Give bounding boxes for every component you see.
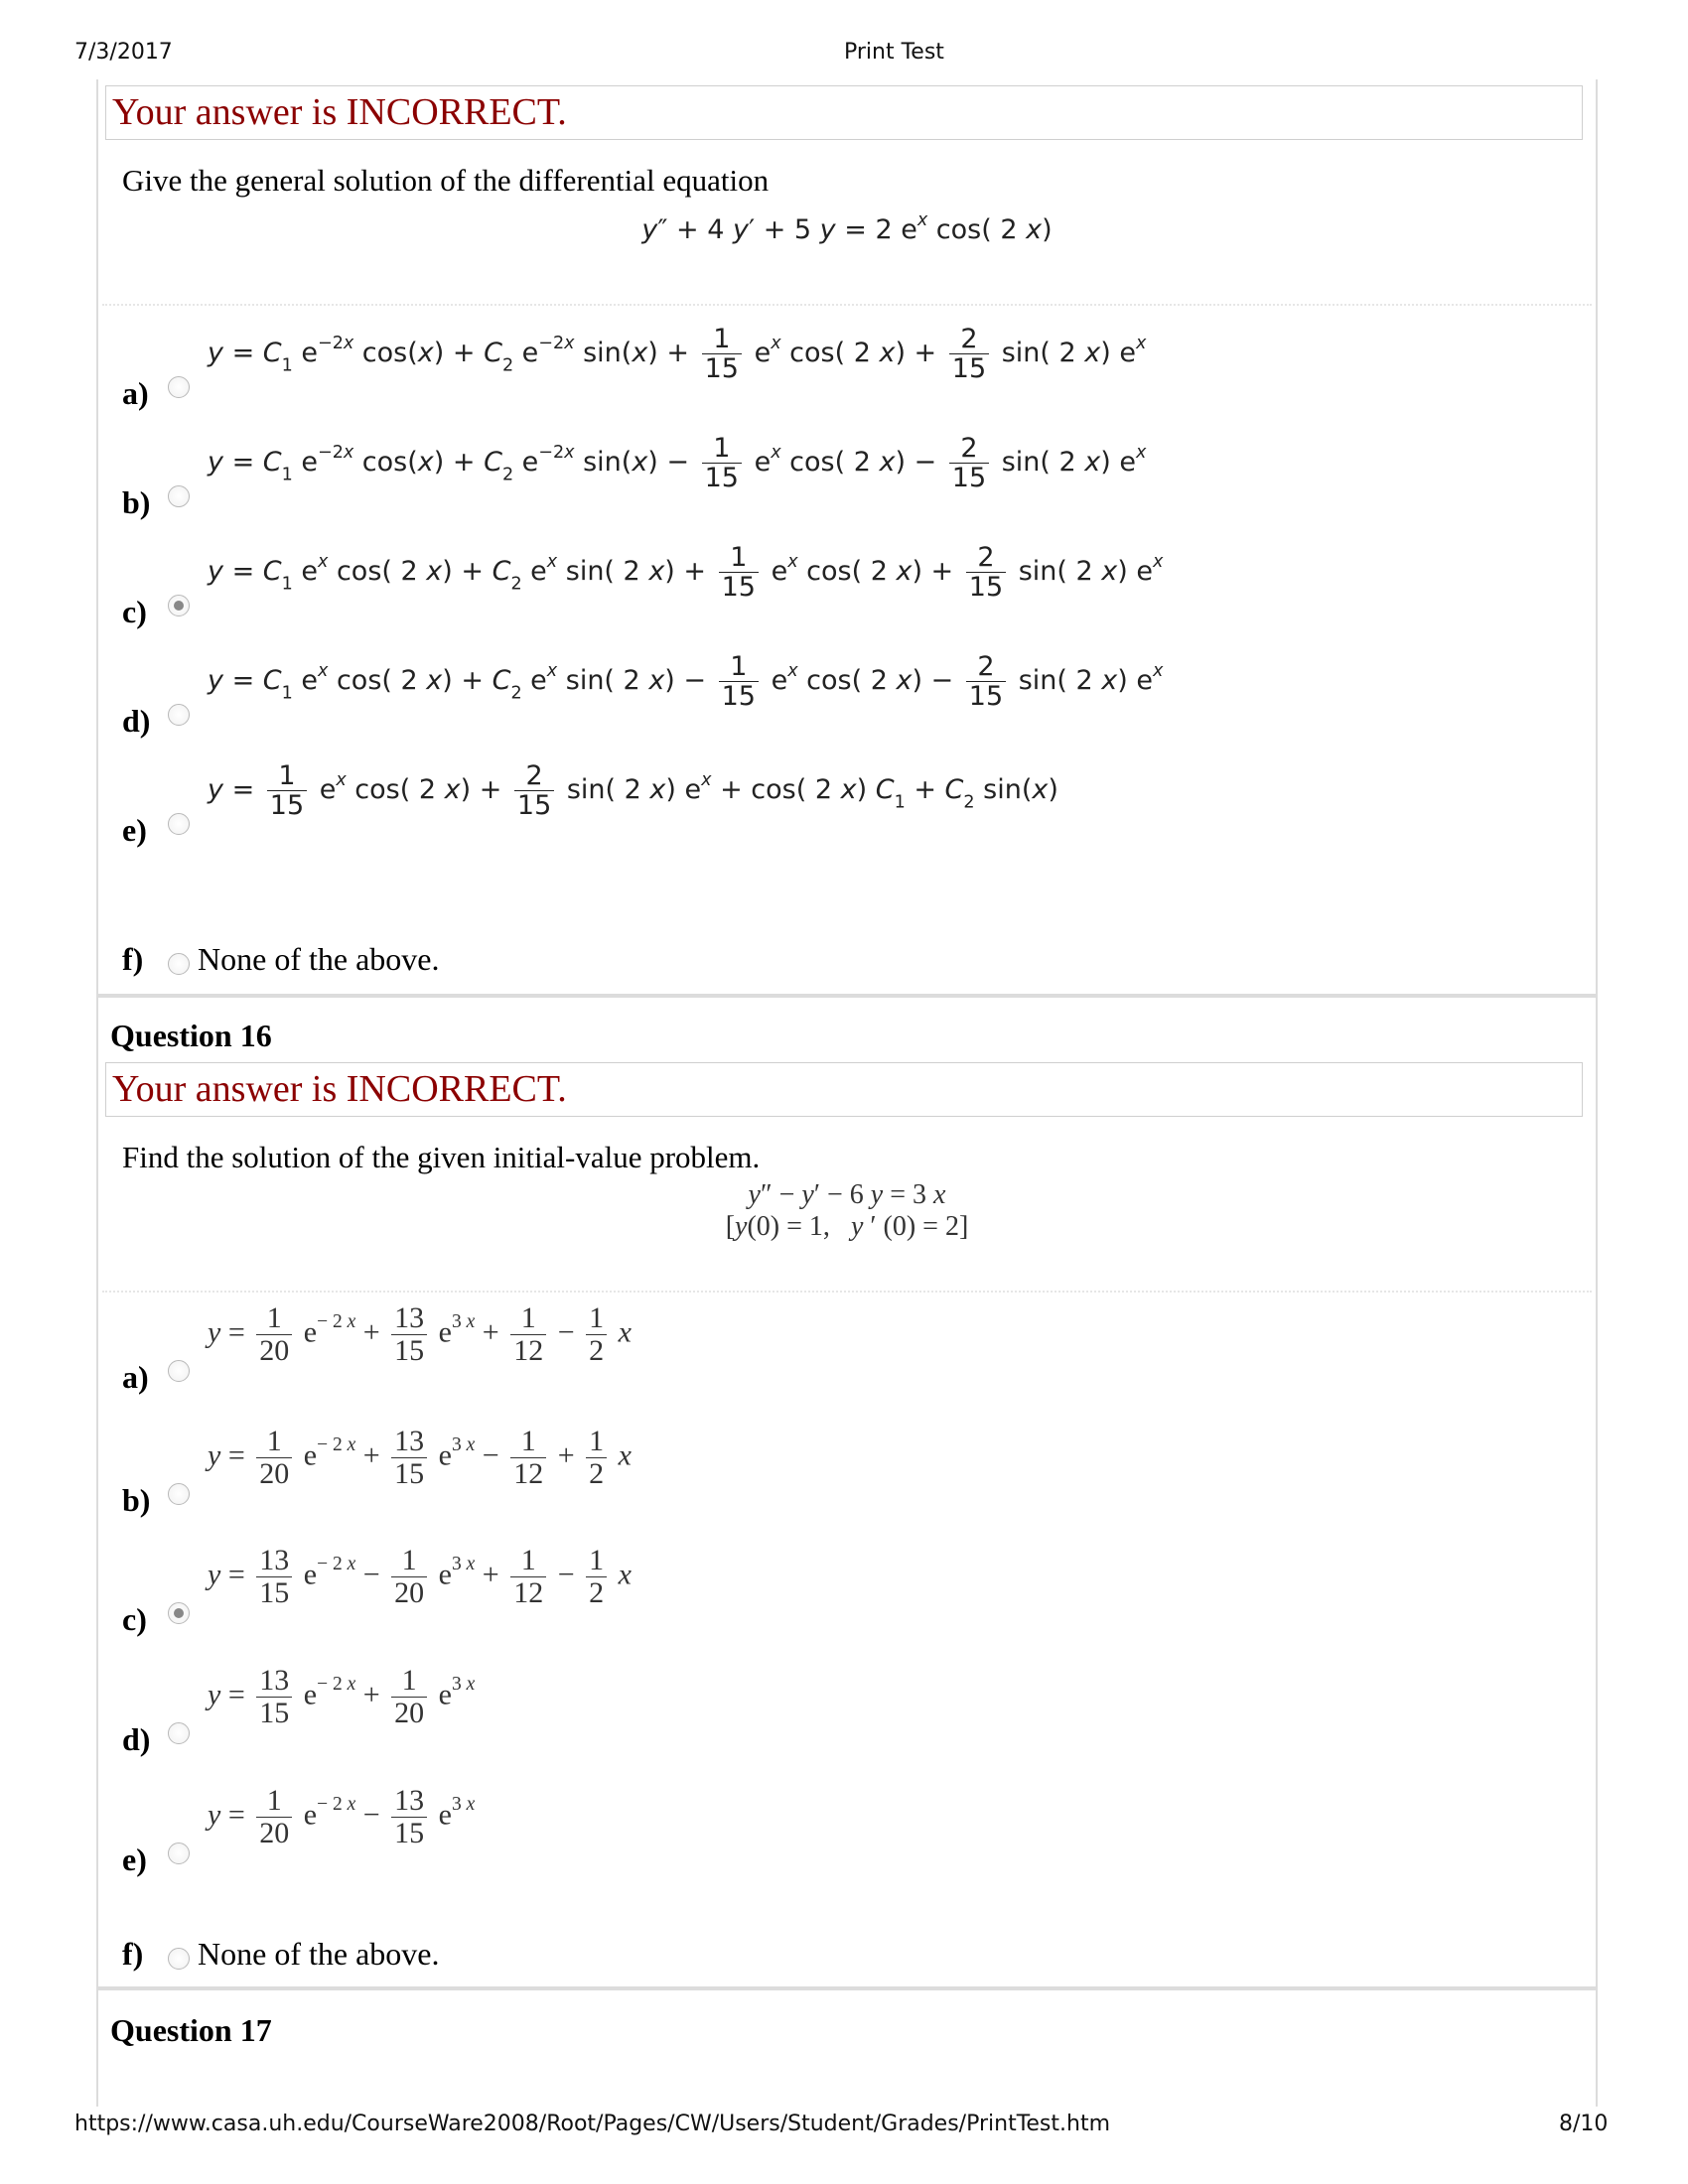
radio-button[interactable] (168, 953, 190, 975)
feedback-text: Your answer is INCORRECT. (112, 91, 567, 133)
option-expression: y = $\frac{13}{15}$ $e^{- 2 x}$ + $\frac{1}{20}$ $e^{3 x}$ (208, 1664, 476, 1729)
option-expression: $y = C_1$ $e^x$ cos( 2 $x) + C_2$ $e^x$ sin( 2 x) + $\frac{1}{15}$ $e^x$ cos( 2 x) + $\frac{2}{15}$ sin( 2 x) $e^x$ (208, 542, 1164, 603)
option-label: c) (122, 1601, 147, 1637)
radio-button-selected[interactable] (168, 1602, 190, 1624)
option-expression: y = $\frac{13}{15}$ $e^{- 2 x}$ − $\frac{1}{20}$ $e^{3 x}$ + $\frac{1}{12}$ − $\frac{1}{2}$ x (208, 1544, 632, 1609)
print-page-number: 8/10 (1559, 2112, 1609, 2136)
option-expression: y = $\frac{1}{20}$ $e^{- 2 x}$ + $\frac{13}{15}$ $e^{3 x}$ + $\frac{1}{12}$ − $\frac{1}{2}$ x (208, 1301, 632, 1367)
radio-button[interactable] (168, 1843, 190, 1864)
option-label: a) (122, 1359, 149, 1395)
option-e[interactable] (98, 750, 1596, 859)
radio-button[interactable] (168, 704, 190, 726)
feedback-banner (105, 85, 1583, 140)
option-label: b) (122, 1482, 151, 1518)
radio-button-selected[interactable] (168, 595, 190, 616)
option-label: e) (122, 812, 147, 848)
option-f[interactable] (98, 941, 1596, 988)
option-expression: y = $\frac{1}{20}$ $e^{- 2 x}$ − $\frac{13}{15}$ $e^{3 x}$ (208, 1784, 476, 1849)
option-b[interactable] (98, 422, 1596, 531)
option-expression: $y = C_1$ $e^x$ cos( 2 $x) + C_2$ $e^x$ sin( 2 x) − $\frac{1}{15}$ $e^x$ cos( 2 x) − $\frac{2}{15}$ sin( 2 x) $e^x$ (208, 651, 1164, 712)
separator (102, 304, 1592, 306)
question-divider (98, 1986, 1596, 1990)
test-sheet (96, 79, 1598, 2107)
feedback-text: Your answer is INCORRECT. (112, 1068, 567, 1110)
option-label: f) (122, 1936, 144, 1972)
question-17-title: Question 17 (110, 2012, 272, 2048)
option-label: e) (122, 1842, 147, 1877)
question-prompt: Give the general solution of the differential equation (122, 163, 770, 198)
question-16-title: Question 16 (110, 1018, 272, 1053)
option-f[interactable] (98, 1936, 1596, 1982)
option-d[interactable] (98, 640, 1596, 750)
option-text: None of the above. (198, 941, 440, 977)
question-divider (98, 994, 1596, 998)
print-url: https://www.casa.uh.edu/CourseWare2008/Root/Pages/CW/Users/Student/Grades/PrintTest.htm (74, 2112, 1111, 2136)
option-a[interactable] (98, 1297, 1596, 1406)
option-label: a) (122, 375, 149, 411)
option-label: d) (122, 1721, 151, 1757)
option-c[interactable] (98, 1539, 1596, 1648)
radio-button[interactable] (168, 1483, 190, 1505)
option-expression: y = $\frac{1}{20}$ $e^{- 2 x}$ + $\frac{13}{15}$ $e^{3 x}$ − $\frac{1}{12}$ + $\frac{1}{2}$ x (208, 1425, 632, 1490)
separator (102, 1291, 1592, 1293)
option-d[interactable] (98, 1659, 1596, 1768)
option-e[interactable] (98, 1779, 1596, 1888)
print-date: 7/3/2017 (74, 40, 173, 65)
option-c[interactable] (98, 531, 1596, 640)
radio-button[interactable] (168, 376, 190, 398)
print-title: Print Test (844, 40, 944, 65)
radio-button[interactable] (168, 485, 190, 507)
radio-button[interactable] (168, 1948, 190, 1970)
option-label: b) (122, 484, 151, 520)
question-equation: y″ + 4 y′ + 5 y = 2 $e^x$ cos( 2 x) (641, 209, 1053, 245)
option-text: None of the above. (198, 1936, 440, 1972)
option-label: f) (122, 941, 144, 977)
radio-button[interactable] (168, 1722, 190, 1744)
option-expression: $y = C_1$ $e^{-2x}$ $\cos(x) + C_2$ $e^{-2x}$ sin(x) − $\frac{1}{15}$ $e^x$ cos( 2 x) − $\frac{2}{15}$ sin( 2 x) $e^x$ (208, 433, 1147, 493)
option-label: c) (122, 594, 147, 629)
question-prompt: Find the solution of the given initial-value problem. (122, 1140, 761, 1174)
option-expression: y = $\frac{1}{15}$ $e^x$ cos( 2 x) + $\frac{2}{15}$ sin( 2 x) $e^x + \cos$( 2 x) $C_1 + C_2$ sin(x) (208, 760, 1058, 821)
option-expression: $y = C_1$ $e^{-2x}$ $\cos(x) + C_2$ $e^{-2x}$ sin(x) + $\frac{1}{15}$ $e^x$ cos( 2 x) + $\frac{2}{15}$ sin( 2 x) $e^x$ (208, 324, 1147, 384)
question-equation: y″ − y′ − 6 y = 3 x (748, 1179, 946, 1210)
option-label: d) (122, 703, 151, 739)
radio-button[interactable] (168, 813, 190, 835)
option-a[interactable] (98, 313, 1596, 422)
option-b[interactable] (98, 1420, 1596, 1529)
initial-conditions: [y(0) = 1, y ′ (0) = 2] (725, 1211, 969, 1242)
radio-button[interactable] (168, 1360, 190, 1382)
feedback-banner (105, 1062, 1583, 1117)
